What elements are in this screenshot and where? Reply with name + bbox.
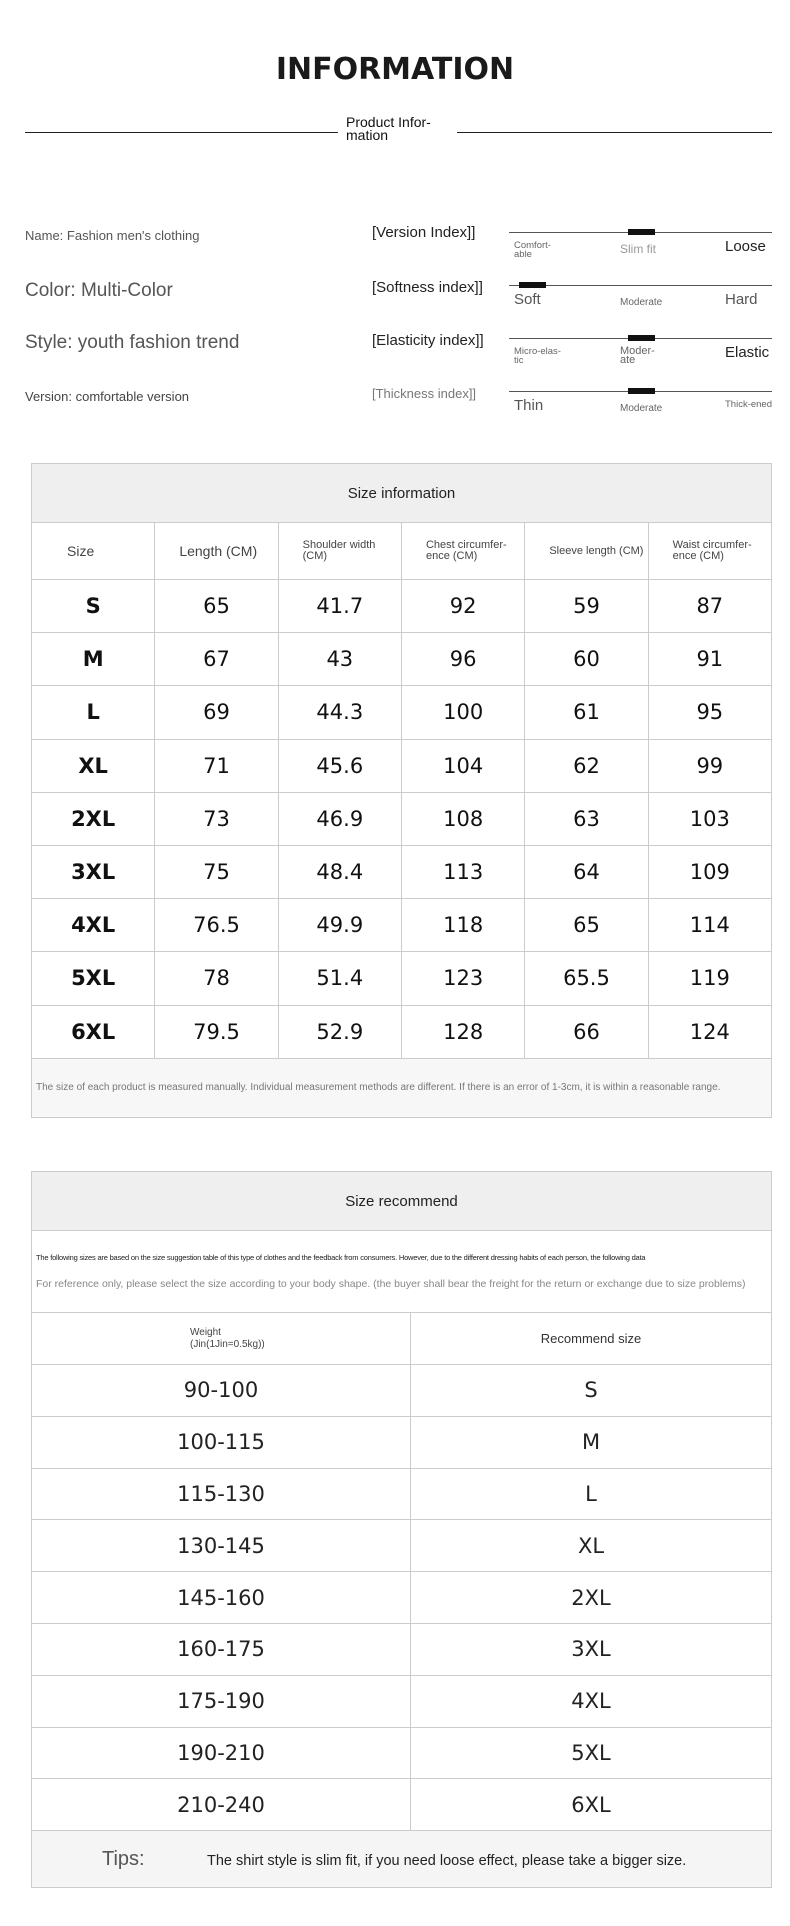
- recommended-size-cell: L: [411, 1468, 772, 1520]
- measurement-cell: 61: [525, 686, 648, 739]
- measurement-cell: 71: [155, 739, 278, 792]
- measurement-cell: 65: [155, 580, 278, 633]
- index-marker: [628, 335, 655, 341]
- index-level: Thin: [514, 397, 544, 414]
- measurement-cell: 113: [401, 845, 524, 898]
- info-version: Version: comfortable version: [25, 389, 190, 404]
- measurement-cell: 96: [401, 633, 524, 686]
- recommended-size-cell: 2XL: [411, 1572, 772, 1624]
- measurement-cell: 108: [401, 792, 524, 845]
- measurement-cell: 91: [648, 633, 771, 686]
- index-level: Hard: [725, 291, 758, 308]
- size-cell: 3XL: [32, 845, 155, 898]
- measurement-cell: 51.4: [278, 952, 401, 1005]
- measurement-cell: 103: [648, 792, 771, 845]
- measurement-cell: 52.9: [278, 1005, 401, 1058]
- table-row: [32, 845, 772, 898]
- measurement-cell: 59: [525, 580, 648, 633]
- measurement-cell: 43: [278, 633, 401, 686]
- column-header: Size: [32, 523, 155, 580]
- measurement-cell: 65.5: [525, 952, 648, 1005]
- recommended-size-cell: M: [411, 1416, 772, 1468]
- measurement-cell: 76.5: [155, 899, 278, 952]
- measurement-cell: 49.9: [278, 899, 401, 952]
- index-label: [Version Index]]: [372, 224, 476, 241]
- size-recommend-title: Size recommend: [32, 1172, 772, 1231]
- index-level: Slim fit: [620, 242, 656, 256]
- page-title: INFORMATION: [275, 52, 515, 87]
- measurement-cell: 99: [648, 739, 771, 792]
- measurement-cell: 124: [648, 1005, 771, 1058]
- size-information-title: Size information: [32, 464, 772, 523]
- table-row: [32, 686, 772, 739]
- column-header: Sleeve length (CM): [525, 523, 648, 580]
- measurement-cell: 78: [155, 952, 278, 1005]
- table-row: [32, 952, 772, 1005]
- measurement-cell: 41.7: [278, 580, 401, 633]
- measurement-cell: 109: [648, 845, 771, 898]
- recommended-size-cell: 5XL: [411, 1727, 772, 1779]
- measurement-cell: 62: [525, 739, 648, 792]
- measurement-cell: 79.5: [155, 1005, 278, 1058]
- info-style: Style: youth fashion trend: [25, 332, 240, 353]
- measurement-cell: 95: [648, 686, 771, 739]
- measurement-cell: 123: [401, 952, 524, 1005]
- section-subtitle: [346, 116, 446, 142]
- table-row: [32, 792, 772, 845]
- index-marker: [628, 388, 655, 394]
- info-color: Color: Multi-Color: [25, 280, 173, 301]
- weight-cell: 115-130: [32, 1468, 411, 1520]
- measurement-cell: 67: [155, 633, 278, 686]
- measurement-cell: 118: [401, 899, 524, 952]
- measurement-cell: 63: [525, 792, 648, 845]
- index-level: Elastic: [725, 344, 770, 361]
- measurement-cell: 100: [401, 686, 524, 739]
- index-marker: [628, 229, 655, 235]
- table-row: [32, 1572, 772, 1624]
- table-row: [32, 633, 772, 686]
- table-row: [32, 739, 772, 792]
- table-row: [32, 1520, 772, 1572]
- size-cell: 2XL: [32, 792, 155, 845]
- measurement-cell: 66: [525, 1005, 648, 1058]
- measurement-cell: 87: [648, 580, 771, 633]
- weight-unit: (Jin(1Jin=0.5kg)): [190, 1338, 265, 1350]
- table-row: [32, 899, 772, 952]
- table-row: [32, 1675, 772, 1727]
- measurement-cell: 64: [525, 845, 648, 898]
- measurement-cell: 92: [401, 580, 524, 633]
- divider: [25, 132, 338, 133]
- subtitle-line: Product Infor-: [346, 114, 431, 130]
- weight-cell: 175-190: [32, 1675, 411, 1727]
- weight-cell: 190-210: [32, 1727, 411, 1779]
- column-header: Length (CM): [155, 523, 278, 580]
- measurement-cell: 48.4: [278, 845, 401, 898]
- table-row: [32, 580, 772, 633]
- index-level: Moderate: [620, 403, 663, 414]
- weight-cell: 145-160: [32, 1572, 411, 1624]
- measurement-cell: 114: [648, 899, 771, 952]
- weight-cell: 160-175: [32, 1623, 411, 1675]
- size-cell: XL: [32, 739, 155, 792]
- table-row: [32, 1623, 772, 1675]
- index-label: [Elasticity index]]: [372, 332, 484, 349]
- measurement-cell: 69: [155, 686, 278, 739]
- weight-cell: 130-145: [32, 1520, 411, 1572]
- index-level: Moder-ate: [620, 345, 655, 366]
- index-marker: [519, 282, 546, 288]
- recommended-size-cell: 4XL: [411, 1675, 772, 1727]
- index-level: Loose: [725, 238, 766, 255]
- size-information-table: [31, 463, 772, 1118]
- recommended-size-cell: S: [411, 1365, 772, 1417]
- measurement-cell: 45.6: [278, 739, 401, 792]
- recommend-reference: For reference only, please select the size according to your body shape. (the buyer shall bear the freight for the return or exchange due to size problems): [36, 1278, 746, 1290]
- size-cell: 4XL: [32, 899, 155, 952]
- index-scale: [509, 338, 772, 339]
- measurement-cell: 46.9: [278, 792, 401, 845]
- column-header: Shoulder width (CM): [278, 523, 401, 580]
- weight-cell: 90-100: [32, 1365, 411, 1417]
- measurement-cell: 104: [401, 739, 524, 792]
- recommended-size-cell: 6XL: [411, 1779, 772, 1831]
- column-header: Waist circumfer-ence (CM): [648, 523, 771, 580]
- index-level: Soft: [514, 291, 541, 308]
- measurement-cell: 75: [155, 845, 278, 898]
- size-cell: S: [32, 580, 155, 633]
- weight-cell: 100-115: [32, 1416, 411, 1468]
- size-recommend-table: [31, 1171, 772, 1888]
- index-scale: [509, 232, 772, 233]
- table-row: [32, 1779, 772, 1831]
- size-cell: 5XL: [32, 952, 155, 1005]
- index-scale: [509, 391, 772, 392]
- table-row: [32, 1365, 772, 1417]
- size-cell: 6XL: [32, 1005, 155, 1058]
- tips-text: The shirt style is slim fit, if you need loose effect, please take a bigger size.: [207, 1852, 687, 1869]
- size-cell: M: [32, 633, 155, 686]
- table-row: [32, 1416, 772, 1468]
- table-row: [32, 1727, 772, 1779]
- table-row: [32, 1005, 772, 1058]
- measurement-cell: 119: [648, 952, 771, 1005]
- measurement-cell: 128: [401, 1005, 524, 1058]
- index-level: Micro-elas-tic: [514, 346, 561, 366]
- measurement-cell: 44.3: [278, 686, 401, 739]
- divider: [457, 132, 772, 133]
- index-level: Thick-ened: [725, 399, 772, 410]
- measurement-cell: 73: [155, 792, 278, 845]
- recommended-size-cell: XL: [411, 1520, 772, 1572]
- table-row: [32, 1468, 772, 1520]
- size-cell: L: [32, 686, 155, 739]
- recommend-intro: The following sizes are based on the size suggestion table of this type of clothes and the feedback from consumers. However, due to the different dressing habits of each person, the following data: [36, 1253, 646, 1262]
- weight-header: Weight: [190, 1326, 221, 1338]
- info-name: Name: Fashion men's clothing: [25, 228, 200, 243]
- index-label: [Softness index]]: [372, 279, 483, 296]
- recommend-size-header: Recommend size: [411, 1313, 772, 1365]
- index-level: Moderate: [620, 297, 663, 308]
- index-scale: [509, 285, 772, 286]
- column-header: Chest circumfer-ence (CM): [401, 523, 524, 580]
- index-level: Comfort-able: [514, 240, 551, 260]
- recommended-size-cell: 3XL: [411, 1623, 772, 1675]
- subtitle-line: mation: [346, 127, 389, 143]
- measurement-note: The size of each product is measured manually. Individual measurement methods are different. If there is an error of 1-3cm, it is within a reasonable range.: [32, 1058, 772, 1117]
- weight-cell: 210-240: [32, 1779, 411, 1831]
- measurement-cell: 60: [525, 633, 648, 686]
- measurement-cell: 65: [525, 899, 648, 952]
- tips-label: Tips:: [102, 1847, 145, 1870]
- index-label: [Thickness index]]: [372, 386, 477, 401]
